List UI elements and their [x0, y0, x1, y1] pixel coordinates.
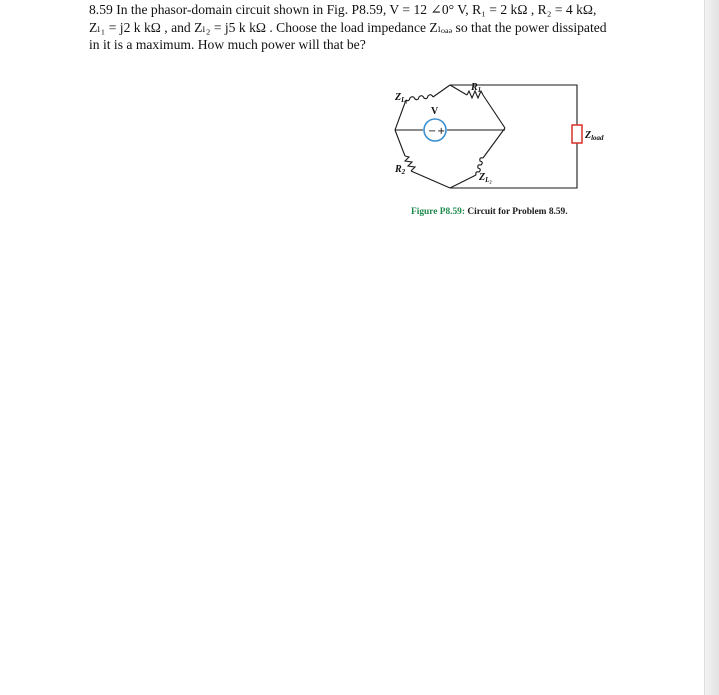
wire-top-right: [450, 85, 467, 95]
wire-left-bottom: [395, 130, 405, 156]
wire-zl1-left: [395, 100, 406, 130]
wire-bottom: [450, 142, 577, 188]
load-impedance: [572, 125, 582, 143]
resistor-r2: [405, 156, 415, 171]
label-zload: $Z_{load}$: [585, 130, 604, 142]
wire-zl2-bottom: [450, 175, 476, 188]
problem-line-3: in it is a maximum. How much power will that be?: [89, 37, 366, 52]
problem-line-2: Zₗ₁ = j2 k kΩ , and Zₗ₂ = j5 k kΩ . Choose the load impedance Zₗₒₐₔ so that the power dissipated: [89, 19, 607, 35]
label-zl2: $Z_{L_2}$: [479, 172, 492, 184]
figure-caption: [411, 206, 568, 218]
caption-text: Circuit for Problem 8.59.: [467, 207, 568, 217]
source-plus: +: [437, 126, 446, 137]
page-edge: [704, 0, 719, 695]
label-r2: $R_2$: [395, 164, 406, 176]
source-label-v: V: [431, 106, 439, 117]
problem-statement: [89, 1, 689, 54]
label-r1: $R_1$: [471, 82, 482, 94]
wire-right-bottom: [483, 128, 505, 158]
problem-line-1: 8.59 In the phasor-domain circuit shown in Fig. P8.59, V = 12 ∠0° V, R₁ = 2 kΩ , R₂ = 4 kΩ,: [89, 2, 597, 17]
wire-r2-bottom: [411, 171, 450, 188]
wire-r1-right: [483, 95, 505, 128]
label-zl1: $Z_{L_1}$: [395, 92, 408, 104]
inductor-zl1: [406, 95, 433, 101]
caption-label: Figure P8.59:: [411, 207, 465, 217]
circuit-figure: [375, 80, 605, 190]
wire-top-left: [433, 85, 450, 97]
source-minus: −: [428, 126, 437, 137]
